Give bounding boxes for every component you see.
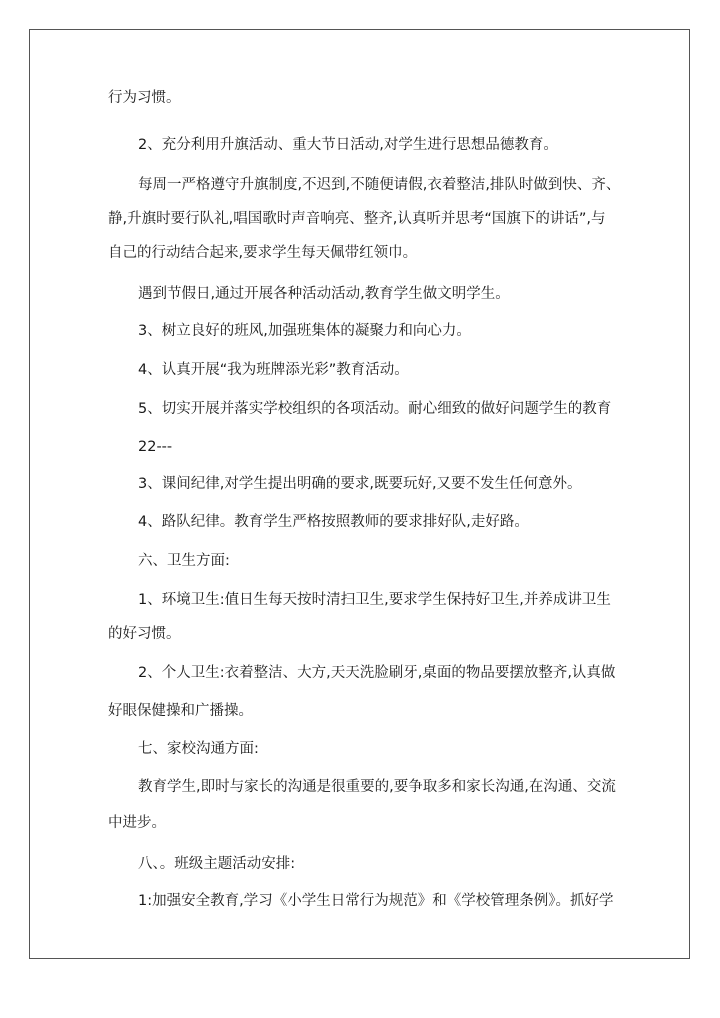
text-line: 教育学生,即时与家长的沟通是很重要的,要争取多和家长沟通,在沟通、交流: [138, 779, 616, 795]
text-line: 2、充分利用升旗活动、重大节日活动,对学生进行思想品德教育。: [138, 137, 558, 153]
text-line: 1、环境卫生:值日生每天按时清扫卫生,要求学生保持好卫生,并养成讲卫生: [138, 592, 611, 608]
text-line: 的好习惯。: [108, 626, 181, 642]
text-line: 1:加强安全教育,学习《小学生日常行为规范》和《学校管理条例》。抓好学: [138, 893, 614, 909]
section-heading: 六、卫生方面:: [138, 553, 230, 569]
section-heading: 八、。班级主题活动安排:: [138, 856, 296, 872]
text-line: 4、路队纪律。教育学生严格按照教师的要求排好队,走好路。: [138, 514, 529, 530]
section-heading: 七、家校沟通方面:: [138, 741, 259, 757]
text-line: 2、个人卫生:衣着整洁、大方,天天洗脸刷牙,桌面的物品要摆放整齐,认真做: [138, 665, 616, 681]
text-line: 静,升旗时要行队礼,唱国歌时声音响亮、整齐,认真听并思考“国旗下的讲话”,与: [108, 211, 606, 227]
text-line: 行为习惯。: [108, 90, 181, 106]
text-line: 3、课间纪律,对学生提出明确的要求,既要玩好,又要不发生任何意外。: [138, 476, 582, 492]
text-line: 每周一严格遵守升旗制度,不迟到,不随便请假,衣着整洁,排队时做到快、齐、: [138, 177, 621, 193]
text-line: 自己的行动结合起来,要求学生每天佩带红领巾。: [108, 245, 418, 261]
text-line: 遇到节假日,通过开展各种活动活动,教育学生做文明学生。: [138, 286, 510, 302]
text-line: 4、认真开展“我为班牌添光彩”教育活动。: [138, 362, 409, 378]
text-line: 3、树立良好的班风,加强班集体的凝聚力和向心力。: [138, 323, 471, 339]
text-line: 中进步。: [108, 815, 166, 831]
text-line: 5、切实开展并落实学校组织的各项活动。耐心细致的做好问题学生的教育: [138, 401, 612, 417]
page-number: 22---: [138, 439, 173, 455]
text-line: 好眼保健操和广播操。: [108, 703, 253, 719]
